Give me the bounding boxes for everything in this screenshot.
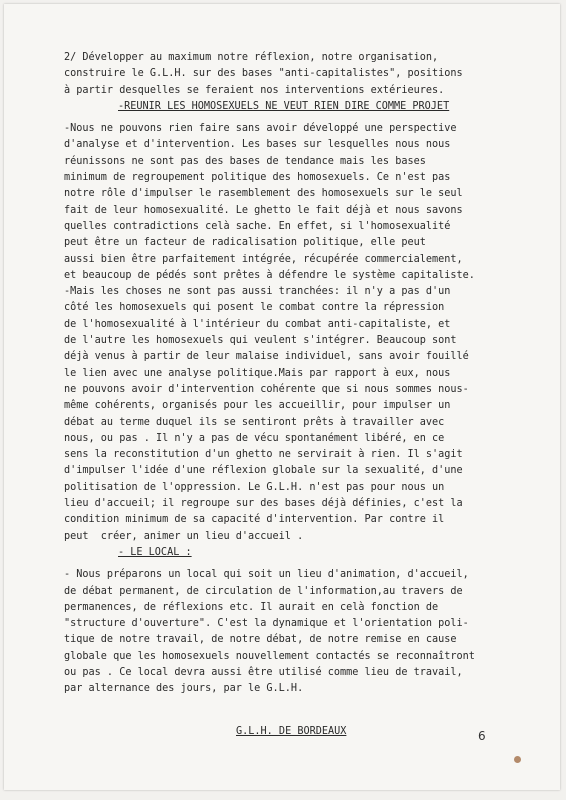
text-line: fait de leur homosexualité. Le ghetto le fait déjà et nous savons — [64, 204, 463, 216]
text-line: réunissons ne sont pas des bases de tendance mais les bases — [64, 155, 426, 167]
text-line: ne pouvons avoir d'intervention cohérente que si nous sommes nous- — [64, 383, 469, 395]
text-line: -Nous ne pouvons rien faire sans avoir développé une perspective — [64, 123, 457, 135]
page-number: 6 — [478, 729, 486, 743]
signature: G.L.H. DE BORDEAUX — [236, 726, 347, 737]
text-line: quelles contradictions celà sache. En effet, si l'homosexualité — [64, 220, 451, 232]
text-line: déjà venus à partir de leur malaise individuel, sans avoir fouillé — [64, 351, 469, 363]
text-line: nous, ou pas . Il n'y a pas de vécu spontanément libéré, en ce — [64, 432, 445, 444]
text-line: notre rôle d'impulser le rasemblement des homosexuels sur le seul — [64, 188, 463, 200]
text-line: 2/ Développer au maximum notre réflexion, notre organisation, — [64, 52, 439, 63]
text-line: permanences, de réflexions etc. Il aurait en celà fonction de — [64, 601, 439, 613]
text-line: débat au terme duquel ils se sentiront prêts à travailler avec — [64, 416, 445, 428]
text-line: aussi bien être parfaitement intégrée, récupérée commercialement, — [64, 253, 463, 265]
text-line: côté les homosexuels qui posent le combat contre la répression — [64, 302, 445, 314]
text-line: peut créer, animer un lieu d'accueil . — [64, 530, 304, 542]
document-page — [4, 4, 560, 790]
text-line: d'impulser l'idée d'une réflexion globale sur la sexualité, d'une — [64, 465, 463, 477]
section-heading-reunir: -REUNIR LES HOMOSEXUELS NE VEUT RIEN DIRE COMME PROJET — [118, 100, 450, 112]
text-line: tique de notre travail, de notre débat, de notre remise en cause — [64, 634, 457, 646]
text-line: par alternance des jours, par le G.L.H. — [64, 683, 304, 695]
section-heading-local: - LE LOCAL : — [118, 546, 192, 558]
section-reunir-body — [64, 121, 534, 545]
text-line: à partir desquelles se feraient nos interventions extérieures. — [64, 84, 445, 96]
text-line: "structure d'ouverture". C'est la dynamique et l'orientation poli- — [64, 618, 469, 630]
text-line: lieu d'accueil; il regroupe sur des bases déjà définies, c'est la — [64, 498, 463, 510]
text-line: peut être un facteur de radicalisation politique, elle peut — [64, 237, 426, 249]
text-line: construire le G.L.H. sur des bases "anti-capitalistes", positions — [64, 68, 463, 80]
section-local-body — [64, 567, 534, 697]
text-line: ou pas . Ce local devra aussi être utilisé comme lieu de travail, — [64, 666, 463, 678]
paper-stain — [514, 756, 521, 763]
text-line: globale que les homosexuels nouvellement contactés se reconnaîtront — [64, 650, 475, 662]
text-line: de l'homosexualité à l'intérieur du combat anti-capitaliste, et — [64, 318, 451, 330]
text-line: minimum de regroupement politique des homosexuels. Ce n'est pas — [64, 172, 451, 184]
text-line: de l'autre les homosexuels qui veulent s'intégrer. Beaucoup sont — [64, 335, 457, 347]
text-line: et beaucoup de pédés sont prêtes à défendre le système capitaliste. — [64, 269, 475, 281]
text-line: même cohérents, organisés pour les accueillir, pour impulser un — [64, 400, 451, 412]
typed-text-body — [64, 50, 534, 698]
text-line: le lien avec une analyse politique.Mais par rapport à eux, nous — [64, 367, 451, 379]
text-line: condition minimum de sa capacité d'intervention. Par contre il — [64, 514, 445, 526]
text-line: d'analyse et d'intervention. Les bases sur lesquelles nous nous — [64, 139, 451, 151]
text-line: -Mais les choses ne sont pas aussi tranchées: il n'y a pas d'un — [64, 286, 451, 298]
text-line: - Nous préparons un local qui soit un lieu d'animation, d'accueil, — [64, 569, 469, 581]
text-line: politisation de l'oppression. Le G.L.H. n'est pas pour nous un — [64, 481, 445, 493]
text-line: de débat permanent, de circulation de l'information,au travers de — [64, 585, 463, 597]
text-line: sens la reconstitution d'un ghetto ne servirait à rien. Il s'agit — [64, 449, 463, 461]
